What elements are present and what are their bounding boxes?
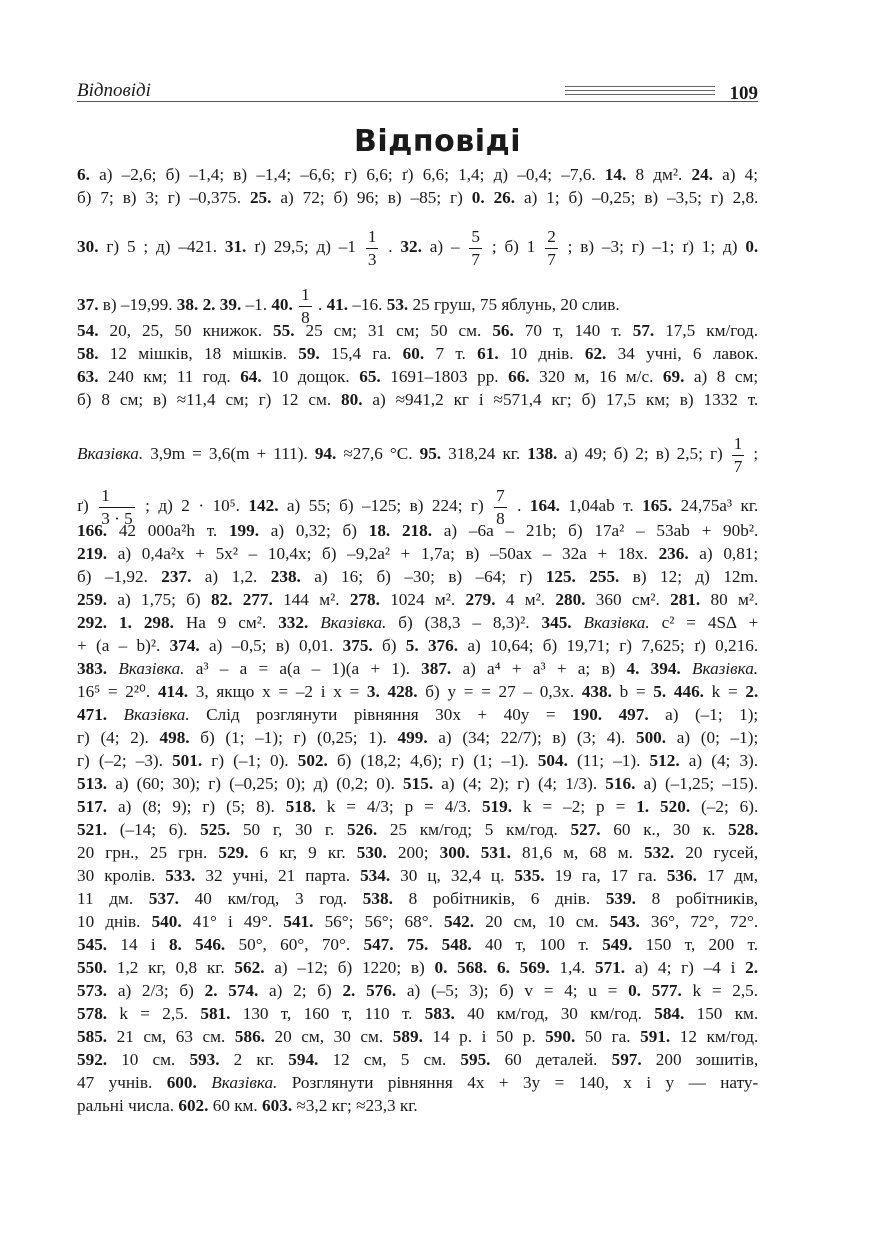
- answer-line: 471. Вказівка. Слід розглянути рівняння 30x + 40y = 190. 497. а) (–1; 1);: [77, 705, 759, 724]
- problem-number: 538.: [362, 889, 393, 908]
- answer-line: 219. а) 0,4a²x + 5x² – 10,4x; б) –9,2a² + 1,7a; в) –50ax – 32a + 18x. 236. а) 0,81;: [77, 544, 759, 563]
- problem-number: 594.: [288, 1050, 319, 1069]
- problem-number: 375.: [342, 636, 373, 655]
- answer-line: 10 днів. 540. 41° і 49°. 541. 56°; 56°; 68°. 542. 20 см, 10 см. 543. 36°, 72°, 72°.: [77, 912, 759, 931]
- answer-line: 63. 240 км; 11 год. 64. 10 дощок. 65. 1691–1803 рр. 66. 320 м, 16 м/с. 69. а) 8 см;: [77, 367, 759, 386]
- problem-number: 4.: [626, 659, 640, 678]
- hint-label: Вказівка.: [691, 659, 759, 678]
- problem-number: 0.: [628, 981, 641, 1000]
- problem-number: 0.: [434, 958, 448, 977]
- problem-number: 517.: [77, 797, 108, 816]
- problem-number: 95.: [419, 444, 442, 463]
- answer-line: ґ) $\frac{1}{3 \cdot 5}$ ; д) 2 · 10⁵. 142. а) 55; б) –125; в) 224; г) $\frac{7}{8}$ . 164. 1,04ab т. 165. 24,75a³ кг.: [77, 485, 759, 528]
- problem-number: 278.: [349, 590, 380, 609]
- answer-line: 545. 14 і 8. 546. 50°, 60°, 70°. 547. 75. 548. 40 т, 100 т. 549. 150 т, 200 т.: [77, 935, 759, 954]
- problem-number: 515.: [403, 774, 434, 793]
- problem-number: 376.: [427, 636, 459, 655]
- problem-number: 5.: [405, 636, 419, 655]
- problem-number: 2.: [342, 981, 356, 1000]
- answer-line: б) 7; в) 3; г) –0,375. 25. а) 72; б) 96; в) –85; г) 0. 26. а) 1; б) –0,25; в) –3,5; г) 2,8.: [77, 188, 759, 207]
- problem-number: 69.: [662, 367, 685, 386]
- problem-number: 165.: [642, 496, 673, 515]
- problem-number: 530.: [356, 843, 387, 862]
- fraction: $\frac{1}{3 \cdot 5}$: [101, 485, 133, 528]
- problem-number: 138.: [527, 444, 558, 463]
- problem-number: 571.: [595, 958, 626, 977]
- problem-number: 374.: [169, 636, 200, 655]
- problem-number: 593.: [189, 1050, 220, 1069]
- problem-number: 37.: [77, 295, 99, 314]
- problem-number: 547.: [363, 935, 394, 954]
- hint-label: Вказівка.: [118, 659, 185, 678]
- answer-line: 54. 20, 25, 50 книжок. 55. 25 см; 31 см; 50 см. 56. 70 т, 140 т. 57. 17,5 км/год.: [77, 321, 759, 340]
- answer-line: 166. 42 000a²h т. 199. а) 0,32; б) 18. 218. а) –6a – 21b; б) 17a² – 53ab + 90b².: [77, 521, 759, 540]
- problem-number: 428.: [387, 682, 418, 701]
- problem-number: 14.: [604, 165, 627, 184]
- problem-number: 298.: [143, 613, 174, 632]
- problem-number: 573.: [77, 981, 108, 1000]
- problem-number: 568.: [457, 958, 488, 977]
- problem-number: 345.: [541, 613, 572, 632]
- answer-line: 550. 1,2 кг, 0,8 кг. 562. а) –12; б) 1220; в) 0. 568. 6. 569. 1,4. 571. а) 4; г) –4 і 2.: [77, 958, 759, 977]
- problem-number: 75.: [406, 935, 429, 954]
- problem-number: 546.: [195, 935, 226, 954]
- answer-line: 573. а) 2/3; б) 2. 574. а) 2; б) 2. 576. а) (–5; 3); б) v = 4; u = 0. 577. k = 2,5.: [77, 981, 759, 1000]
- hint-label: Вказівка.: [123, 705, 190, 724]
- problem-number: 259.: [77, 590, 108, 609]
- fraction: $\frac{2}{7}$: [547, 226, 556, 269]
- answer-line: 585. 21 см, 63 см. 586. 20 см, 30 см. 589. 14 р. і 50 р. 590. 50 га. 591. 12 км/год.: [77, 1027, 759, 1046]
- problem-number: 125.: [545, 567, 576, 586]
- problem-number: 6.: [496, 958, 510, 977]
- problem-number: 25.: [249, 188, 272, 207]
- problem-number: 535.: [514, 866, 545, 885]
- answer-line: 259. а) 1,75; б) 82. 277. 144 м². 278. 1024 м². 279. 4 м². 280. 360 см². 281. 80 м².: [77, 590, 759, 609]
- problem-number: 24.: [691, 165, 713, 184]
- problem-number: 54.: [77, 321, 99, 340]
- problem-number: 190.: [572, 705, 603, 724]
- problem-number: 238.: [270, 567, 301, 586]
- problem-number: 32.: [400, 237, 422, 256]
- answer-line: 592. 10 см. 593. 2 кг. 594. 12 см, 5 см. 595. 60 деталей. 597. 200 зошитів,: [77, 1050, 759, 1069]
- problem-number: 62.: [584, 344, 607, 363]
- problem-number: 387.: [421, 659, 452, 678]
- answer-line: 513. а) (60; 30); г) (–0,25; 0); д) (0,2; 0). 515. а) (4; 2); г) (4; 1/3). 516. а) (–1,25; –15).: [77, 774, 759, 793]
- problem-number: 8.: [168, 935, 182, 954]
- problem-number: 583.: [424, 1004, 455, 1023]
- problem-number: 277.: [242, 590, 273, 609]
- problem-number: 1.: [119, 613, 132, 632]
- problem-number: 38.: [176, 295, 199, 314]
- problem-number: 532.: [644, 843, 675, 862]
- problem-number: 584.: [654, 1004, 685, 1023]
- answer-line: б) –1,92. 237. а) 1,2. 238. а) 16; б) –30; в) –64; г) 125. 255. в) 12; д) 12m.: [77, 567, 759, 586]
- problem-number: 577.: [651, 981, 682, 1000]
- problem-number: 281.: [670, 590, 701, 609]
- problem-number: 438.: [581, 682, 612, 701]
- answer-line: 292. 1. 298. На 9 см². 332. Вказівка. б) (38,3 – 8,3)². 345. Вказівка. c² = 4S∆ +: [77, 613, 759, 632]
- problem-number: 255.: [589, 567, 620, 586]
- problem-number: 590.: [545, 1027, 576, 1046]
- problem-number: 53.: [386, 295, 409, 314]
- problem-number: 41.: [326, 295, 349, 314]
- problem-number: 66.: [508, 367, 530, 386]
- problem-number: 536.: [666, 866, 697, 885]
- problem-number: 26.: [493, 188, 516, 207]
- problem-number: 585.: [77, 1027, 108, 1046]
- answer-line: 47 учнів. 600. Вказівка. Розглянути рівняння 4x + 3y = 140, x і y — нату-: [77, 1073, 759, 1092]
- problem-number: 531.: [480, 843, 511, 862]
- answer-line: Вказівка. 3,9m = 3,6(m + 111). 94. ≈27,6 °С. 95. 318,24 кг. 138. а) 49; б) 2; в) 2,5; г) $\frac{1}{7}$ ;: [77, 433, 759, 476]
- answer-line: 6. а) –2,6; б) –1,4; в) –1,4; –6,6; г) 6,6; ґ) 6,6; 1,4; д) –0,4; –7,6. 14. 8 дм². 24. а) 4;: [77, 165, 759, 184]
- problem-number: 383.: [77, 659, 108, 678]
- problem-number: 592.: [77, 1050, 108, 1069]
- answer-line: б) 8 см; в) ≈11,4 см; г) 12 см. 80. а) ≈941,2 кг і ≈571,4 кг; б) 17,5 км; в) 1332 т.: [77, 390, 759, 409]
- problem-number: 63.: [77, 367, 99, 386]
- problem-number: 94.: [314, 444, 337, 463]
- problem-number: 576.: [366, 981, 397, 1000]
- problem-number: 0.: [471, 188, 485, 207]
- hint-label: Вказівка.: [320, 613, 387, 632]
- problem-number: 549.: [602, 935, 633, 954]
- problem-number: 527.: [570, 820, 601, 839]
- problem-number: 199.: [228, 521, 260, 540]
- problem-number: 30.: [77, 237, 99, 256]
- problem-number: 31.: [224, 237, 247, 256]
- problem-number: 2.: [745, 958, 759, 977]
- answer-line: 578. k = 2,5. 581. 130 т, 160 т, 110 т. 583. 40 км/год, 30 км/год. 584. 150 км.: [77, 1004, 759, 1023]
- problem-number: 502.: [297, 751, 328, 770]
- problem-number: 581.: [200, 1004, 231, 1023]
- problem-number: 279.: [465, 590, 496, 609]
- problem-number: 525.: [200, 820, 231, 839]
- problem-number: 414.: [157, 682, 189, 701]
- answer-line: 383. Вказівка. a³ – a = a(a – 1)(a + 1). 387. а) a⁴ + a³ + a; в) 4. 394. Вказівка.: [77, 659, 759, 678]
- problem-number: 569.: [519, 958, 550, 977]
- problem-number: 236.: [658, 544, 689, 563]
- problem-number: 543.: [609, 912, 640, 931]
- answer-line: + (a – b)². 374. а) –0,5; в) 0,01. 375. б) 5. 376. а) 10,64; б) 19,71; г) 7,625; ґ) 0,216.: [77, 636, 759, 655]
- problem-number: 519.: [481, 797, 513, 816]
- problem-number: 394.: [650, 659, 681, 678]
- problem-number: 2.: [204, 981, 218, 1000]
- fraction: $\frac{5}{7}$: [471, 226, 480, 269]
- problem-number: 578.: [77, 1004, 108, 1023]
- problem-number: 164.: [529, 496, 560, 515]
- problem-number: 520.: [660, 797, 691, 816]
- problem-number: 542.: [443, 912, 475, 931]
- problem-number: 500.: [635, 728, 667, 747]
- answer-line: г) (4; 2). 498. б) (1; –1); г) (0,25; 1). 499. а) (34; 22/7); в) (3; 4). 500. а) (0; –1);: [77, 728, 759, 747]
- running-header: [77, 80, 758, 104]
- running-title: Відповіді: [77, 80, 151, 101]
- problem-number: 55.: [273, 321, 295, 340]
- problem-number: 529.: [218, 843, 249, 862]
- problem-number: 82.: [210, 590, 233, 609]
- problem-number: 600.: [166, 1073, 197, 1092]
- problem-number: 65.: [359, 367, 381, 386]
- problem-number: 528.: [728, 820, 759, 839]
- answer-line: 11 дм. 537. 40 км/год, 3 год. 538. 8 робітників, 6 днів. 539. 8 робітників,: [77, 889, 759, 908]
- header-rule: [77, 101, 758, 102]
- problem-number: 586.: [234, 1027, 265, 1046]
- decorative-rule-lines: [565, 86, 715, 98]
- problem-number: 540.: [151, 912, 182, 931]
- problem-number: 142.: [248, 496, 279, 515]
- page-number: 109: [729, 83, 758, 104]
- problem-number: 497.: [618, 705, 649, 724]
- problem-number: 499.: [397, 728, 428, 747]
- section-title: Відповіді: [354, 124, 521, 159]
- problem-number: 166.: [77, 521, 108, 540]
- answer-line: 16⁵ = 2²⁰. 414. 3, якщо x = –2 і x = 3. 428. б) y = = 27 – 0,3x. 438. b = 5. 446. k = 2.: [77, 682, 759, 701]
- problem-number: 504.: [537, 751, 568, 770]
- problem-number: 3.: [366, 682, 380, 701]
- hint-label: Вказівка.: [211, 1073, 278, 1092]
- problem-number: 64.: [240, 367, 262, 386]
- problem-number: 574.: [228, 981, 259, 1000]
- problem-number: 1.: [636, 797, 650, 816]
- problem-number: 545.: [77, 935, 108, 954]
- problem-number: 59.: [298, 344, 320, 363]
- problem-number: 550.: [77, 958, 108, 977]
- answer-line: г) (–2; –3). 501. г) (–1; 0). 502. б) (18,2; 4,6); г) (1; –1). 504. (11; –1). 512. а) (4; 3).: [77, 751, 759, 770]
- problem-number: 537.: [148, 889, 179, 908]
- problem-number: 280.: [555, 590, 586, 609]
- problem-number: 512.: [649, 751, 680, 770]
- problem-number: 446.: [673, 682, 704, 701]
- problem-number: 40.: [271, 295, 293, 314]
- answer-line: 517. а) (8; 9); г) (5; 8). 518. k = 4/3; p = 4/3. 519. k = –2; p = 1. 520. (–2; 6).: [77, 797, 759, 816]
- hint-label: Вказівка.: [77, 444, 144, 463]
- problem-number: 562.: [234, 958, 265, 977]
- problem-number: 597.: [611, 1050, 642, 1069]
- problem-number: 589.: [392, 1027, 423, 1046]
- problem-number: 39.: [219, 295, 242, 314]
- problem-number: 603.: [262, 1096, 293, 1115]
- problem-number: 595.: [460, 1050, 491, 1069]
- problem-number: 300.: [439, 843, 470, 862]
- problem-number: 218.: [401, 521, 433, 540]
- problem-number: 6.: [77, 165, 90, 184]
- answer-line: 37. в) –19,99. 38. 2. 39. –1. 40. $\frac{1}{8}$ . 41. –16. 53. 25 груш, 75 яблунь, 20 слив.: [77, 284, 620, 327]
- answer-line: 521. (–14; 6). 525. 50 г, 30 г. 526. 25 км/год; 5 км/год. 527. 60 к., 30 к. 528.: [77, 820, 759, 839]
- problem-number: 501.: [172, 751, 203, 770]
- fraction: $\frac{1}{3}$: [367, 226, 377, 269]
- problem-number: 5.: [653, 682, 667, 701]
- fraction: $\frac{7}{8}$: [496, 485, 505, 528]
- answer-line: 58. 12 мішків, 18 мішків. 59. 15,4 га. 60. 7 т. 61. 10 днів. 62. 34 учні, 6 лавок.: [77, 344, 759, 363]
- problem-number: 498.: [159, 728, 190, 747]
- problem-number: 60.: [402, 344, 425, 363]
- problem-number: 292.: [77, 613, 108, 632]
- problem-number: 516.: [605, 774, 636, 793]
- problem-number: 471.: [77, 705, 108, 724]
- problem-number: 521.: [77, 820, 108, 839]
- problem-number: 526.: [347, 820, 378, 839]
- fraction: $\frac{1}{7}$: [733, 433, 743, 476]
- answer-line: 20 грн., 25 грн. 529. 6 кг, 9 кг. 530. 200; 300. 531. 81,6 м, 68 м. 532. 20 гусей,: [77, 843, 759, 862]
- problem-number: 2.: [745, 682, 759, 701]
- problem-number: 518.: [285, 797, 316, 816]
- problem-number: 0.: [745, 237, 759, 256]
- problem-number: 548.: [441, 935, 472, 954]
- fraction: $\frac{1}{8}$: [301, 284, 310, 327]
- problem-number: 534.: [360, 866, 391, 885]
- problem-number: 539.: [605, 889, 636, 908]
- problem-number: 2.: [202, 295, 216, 314]
- problem-number: 18.: [368, 521, 391, 540]
- problem-number: 57.: [632, 321, 655, 340]
- answer-line: 30. г) 5 ; д) –421. 31. ґ) 29,5; д) –1 $\frac{1}{3}$ . 32. а) – $\frac{5}{7}$ ; б) 1 $\frac{2}{7}$ ; в) –3; г) –1; ґ) 1; д) 0.: [77, 226, 759, 269]
- problem-number: 332.: [278, 613, 309, 632]
- problem-number: 58.: [77, 344, 99, 363]
- problem-number: 237.: [161, 567, 192, 586]
- problem-number: 602.: [178, 1096, 209, 1115]
- answer-line: 30 кролів. 533. 32 учні, 21 парта. 534. 30 ц, 32,4 ц. 535. 19 га, 17 га. 536. 17 дм,: [77, 866, 759, 885]
- problem-number: 61.: [477, 344, 499, 363]
- problem-number: 219.: [77, 544, 108, 563]
- problem-number: 513.: [77, 774, 108, 793]
- problem-number: 591.: [640, 1027, 671, 1046]
- problem-number: 56.: [492, 321, 514, 340]
- answer-line: ральні числа. 602. 60 км. 603. ≈3,2 кг; ≈23,3 кг.: [77, 1096, 418, 1115]
- problem-number: 541.: [283, 912, 314, 931]
- problem-number: 533.: [165, 866, 196, 885]
- hint-label: Вказівка.: [583, 613, 650, 632]
- problem-number: 80.: [341, 390, 363, 409]
